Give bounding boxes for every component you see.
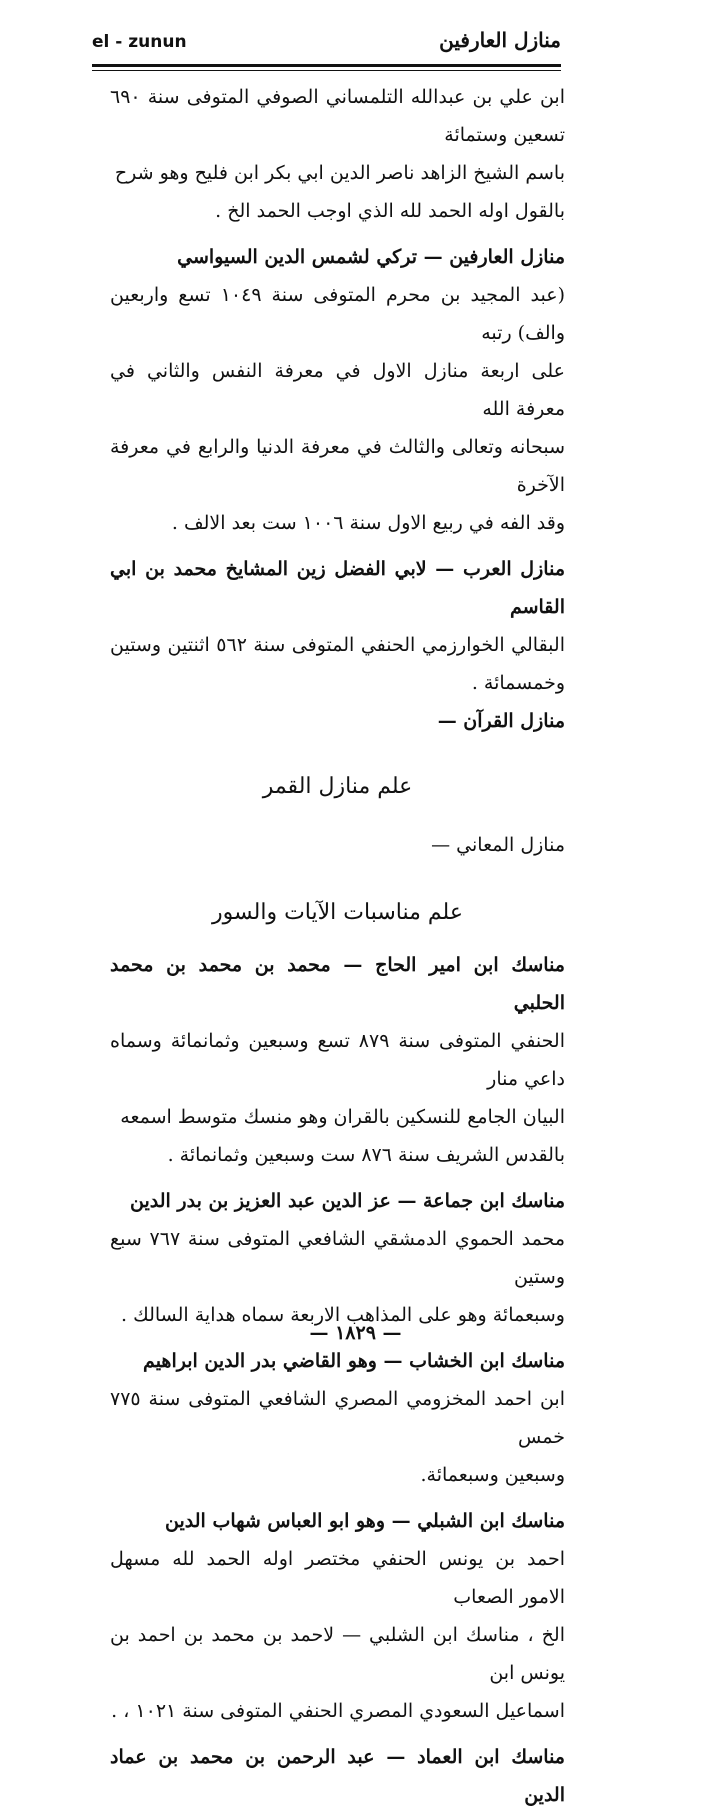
- text-line: منازل القرآن —: [437, 710, 565, 732]
- entry-title: منازل المعاني —: [431, 834, 565, 856]
- entry: [110, 1502, 565, 1730]
- header-rule-thick: [92, 64, 561, 67]
- entry: [110, 946, 565, 1174]
- text-line: الحنفي المتوفى سنة ٨٧٩ تسع وسبعين وثمانمائة وسماه داعي منار: [110, 1030, 566, 1090]
- page-number: — ١٨٢٩ —: [309, 1322, 402, 1344]
- section-heading: علم مناسبات الآيات والسور: [212, 900, 463, 925]
- text-line: البيان الجامع للنسكين بالقران وهو منسك متوسط اسمعه: [120, 1106, 565, 1128]
- page-body: [110, 78, 565, 1814]
- text-line: باسم الشيخ الزاهد ناصر الدين ابي بكر ابن فليح وهو شرح: [114, 162, 565, 184]
- text-line: (عبد المجيد بن محرم المتوفى سنة ١٠٤٩ تسع واربعين والف) رتبه: [110, 284, 565, 344]
- text-line: منازل العارفين — تركي لشمس الدين السيواسي: [177, 246, 565, 268]
- header-right-title: منازل العارفين: [439, 28, 561, 52]
- paragraph: [110, 78, 565, 230]
- entry: [110, 550, 565, 740]
- text-line: مناسك ابن الشبلي — وهو ابو العباس شهاب الدين: [165, 1510, 565, 1532]
- text-line: البقالي الخوارزمي الحنفي المتوفى سنة ٥٦٢ اثنتين وستين وخمسمائة .: [110, 634, 565, 694]
- section-heading: علم منازل القمر: [262, 774, 413, 799]
- text-line: ابن علي بن عبدالله التلمساني الصوفي المتوفى سنة ٦٩٠ تسعين وستمائة: [110, 86, 565, 146]
- text-line: وسبعمائة وهو على المذاهب الاربعة سماه هداية السالك .: [121, 1304, 565, 1326]
- entry: [110, 1182, 565, 1334]
- entry: [110, 1738, 565, 1814]
- text-line: مناسك ابن امير الحاج — محمد بن محمد بن محمد الحلبي: [110, 954, 565, 1014]
- entry: [110, 1342, 565, 1494]
- text-line: وسبعين وسبعمائة.: [420, 1464, 565, 1486]
- text-line: بالقدس الشريف سنة ٨٧٦ ست وسبعين وثمانمائة .: [167, 1144, 565, 1166]
- text-line: سبحانه وتعالى والثالث في معرفة الدنيا والرابع في معرفة الآخرة: [110, 436, 565, 496]
- text-line: على اربعة منازل الاول في معرفة النفس والثاني في معرفة الله: [110, 360, 565, 420]
- header-rule-thin: [92, 70, 561, 71]
- text-line: مناسك ابن العماد — عبد الرحمن بن محمد بن عماد الدين: [110, 1746, 565, 1806]
- text-line: احمد بن يونس الحنفي مختصر اوله الحمد لله مسهل الامور الصعاب: [110, 1548, 565, 1608]
- text-line: مناسك ابن جماعة — عز الدين عبد العزيز بن بدر الدين: [130, 1190, 565, 1212]
- text-line: اسماعيل السعودي المصري الحنفي المتوفى سنة ١٠٢١ ، .: [111, 1700, 565, 1722]
- text-line: ابن احمد المخزومي المصري الشافعي المتوفى سنة ٧٧٥ خمس: [110, 1388, 565, 1448]
- text-line: بالقول اوله الحمد لله الذي اوجب الحمد الخ .: [215, 200, 565, 222]
- text-line: منازل العرب — لابي الفضل زين المشايخ محمد بن ابي القاسم: [110, 558, 565, 618]
- text-line: مناسك ابن الخشاب — وهو القاضي بدر الدين ابراهيم: [143, 1350, 565, 1372]
- entry: [110, 238, 565, 542]
- header-left-text: el - zunun: [92, 32, 187, 52]
- running-header: [92, 28, 561, 58]
- text-line: الخ ، مناسك ابن الشلبي — لاحمد بن محمد بن احمد بن يونس ابن: [110, 1624, 565, 1684]
- text-line: وقد الفه في ربيع الاول سنة ١٠٠٦ ست بعد الالف .: [171, 512, 565, 534]
- text-line: محمد الحموي الدمشقي الشافعي المتوفى سنة ٧٦٧ سبع وستين: [110, 1228, 565, 1288]
